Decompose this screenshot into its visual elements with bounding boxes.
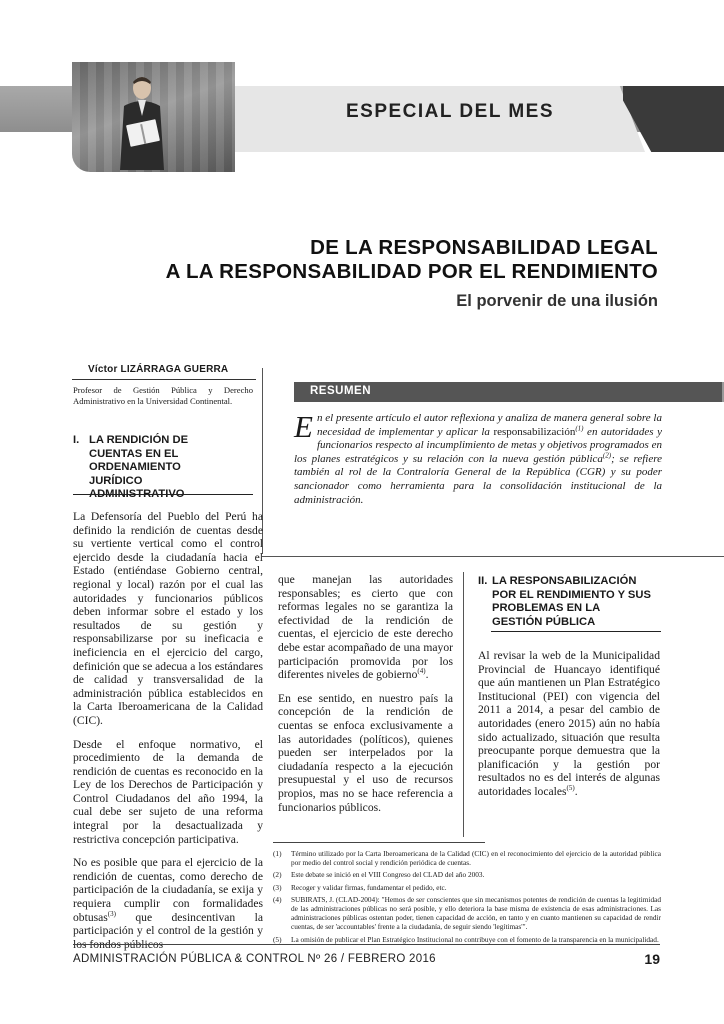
paragraph: La Defensoría del Pueblo del Perú ha definido la rendición de cuentas desde su vertiente vertical como el control ejercido desde la ciudadanía hacia el Estado (entiéndase Gobierno central, regional y local) razón por el cual las autoridades y funcionarios públicos deben informar sobre el estado y los resultados de su gestión y responsabilizarse por su ineficacia e ineficiencia en el ejercicio del cargo, definición que se adecua a los estándares de calidad y transversalidad de la administración pública establecidos en la Carta Iberoamericana de la Calidad (CIC). bbox=[73, 510, 263, 727]
resumen-bottom-rule bbox=[262, 556, 724, 557]
page-number: 19 bbox=[644, 951, 660, 967]
resumen-term: responsabilización bbox=[493, 425, 576, 438]
resumen-title: RESUMEN bbox=[310, 385, 372, 397]
section2-number: II. bbox=[478, 575, 488, 587]
author-bio: Profesor de Gestión Pública y Derecho Administrativo en la Universidad Continental. bbox=[73, 385, 253, 406]
paragraph: Al revisar la web de la Municipalidad Provincial de Huancayo identifiqué que aún mantienen un Plan Estratégico Institucional (PEI) con vigencia del 2011 a 2014, a pesar del cambio de autoridades (enero 2015) aún no había sido actualizado, situación que resulta preocupante porque demuestra que la planificación y la gestión por resultados no es del interés de algunas autoridades locales$^{(5)}$. bbox=[478, 649, 660, 798]
paragraph: Desde el enfoque normativo, el procedimiento de la demanda de rendición de cuentas es reconocido en la Ley de los Derechos de Participación y Control Ciudadanos del año 1994, la cual debe ser sujeto de una reforma integral por la desactualizada y restrictiva concepción participativa. bbox=[73, 737, 263, 846]
section1-underline bbox=[73, 494, 253, 495]
article-title-line1: DE LA RESPONSABILIDAD LEGAL bbox=[310, 236, 658, 259]
section1-heading bbox=[73, 434, 263, 502]
dropcap: E bbox=[294, 409, 313, 444]
section1-number: I. bbox=[73, 434, 80, 446]
footnote: (5) La omisión de publicar el Plan Estratégico Institucional no contribuye con el fomento de la transparencia en la municipalidad. bbox=[273, 934, 659, 944]
section2-underline bbox=[491, 631, 661, 632]
footer-publication: ADMINISTRACIÓN PÚBLICA & CONTROL Nº 26 / FEBRERO 2016 bbox=[73, 953, 436, 965]
footnotes-divider bbox=[273, 842, 485, 843]
article-title-line2: A LA RESPONSABILIDAD POR EL RENDIMIENTO bbox=[165, 260, 658, 283]
section2-title: LA RESPONSABILIZACIÓN POR EL RENDIMIENTO Y SUS PROBLEMAS EN LA GESTIÓN PÚBLICA bbox=[492, 575, 651, 628]
author-name: Víctor LIZÁRRAGA GUERRA bbox=[88, 364, 229, 375]
footnote: (4) SUBIRATS, J. (CLAD-2004): "Hemos de ser conscientes que sin mecanismos potentes de rendición de cuentas la legitimidad de las administraciones públicas no será posible, y ello deteriora la base misma de existencia de esas administraciones. Las administraciones públicas ostentan poder, tienen capacidad de acción, en tanto y en cuanto mantienen su capacidad de rendir cuentas, de ser 'accountables' frente a la ciudadanía, de seguir siendo 'legítimas'". bbox=[273, 894, 661, 932]
paragraph: que manejan las autoridades responsables; es cierto que con reformas legales no se garantiza la efectividad de la rendición de cuentas, el ejercicio de este derecho debe estar acompañado de una mayor participación promovida por los diferentes niveles de gobierno$^{(4)}$. bbox=[278, 573, 453, 682]
footnote: (3) Recoger y validar firmas, fundamentar el pedido, etc. bbox=[273, 882, 447, 892]
column-1 bbox=[73, 510, 263, 961]
section-label: ESPECIAL DEL MES bbox=[345, 101, 555, 122]
footnotes bbox=[273, 849, 661, 947]
column-divider bbox=[463, 572, 464, 837]
article-subtitle: El porvenir de una ilusión bbox=[456, 292, 658, 310]
reading-man-illustration bbox=[102, 70, 182, 170]
resumen-text: En el presente artículo el autor reflexiona y analiza de manera general sobre la necesidad de implementar y aplicar la responsabilización$^{(1)}$ en autoridades y funcionarios respecto al incumplimiento de metas y objetivos programados en los planes estratégicos y su relación con la nueva gestión pública$^{(2)}$; se refiere también al rol de la Contraloría General de la República (CGR) y su poder sancionador como herramienta para la consolidación institucional de la administración. bbox=[294, 409, 662, 506]
section2-heading bbox=[478, 575, 660, 629]
footnote: (2) Este debate se inició en el VIII Congreso del CLAD del año 2003. bbox=[273, 870, 485, 880]
paragraph: En ese sentido, en nuestro país la concepción de la rendición de cuentas se enfoca exclusivamente a las autoridades (políticos), quienes pueden ser interpelados por la ciudadanía respecto a la ejecución presupuestal y el uso de recursos propios, mas no se hace referencia a funcionarios públicos. bbox=[278, 691, 453, 814]
footnote: (1) Término utilizado por la Carta Iberoamericana de la Calidad (CIC) en el reconocimiento del ejercicio de la autoridad pública por medio del control social y rendición periódica de cuentas. bbox=[273, 849, 661, 868]
paragraph: No es posible que para el ejercicio de la rendición de cuentas, como derecho de participación de la ciudadanía, se exija y requiera cumplir con formalidades obtusas$^{(3)}$ que desincentivan la participación y el control de la gestión y los fondos públicos bbox=[73, 856, 263, 951]
section1-title: LA RENDICIÓN DE CUENTAS EN EL ORDENAMIENTO JURÍDICO ADMINISTRATIVO bbox=[89, 434, 189, 500]
author-divider bbox=[72, 379, 256, 380]
column-2 bbox=[278, 573, 453, 824]
footer-rule bbox=[73, 944, 660, 945]
header-photo bbox=[72, 62, 235, 172]
column-3 bbox=[478, 649, 660, 809]
